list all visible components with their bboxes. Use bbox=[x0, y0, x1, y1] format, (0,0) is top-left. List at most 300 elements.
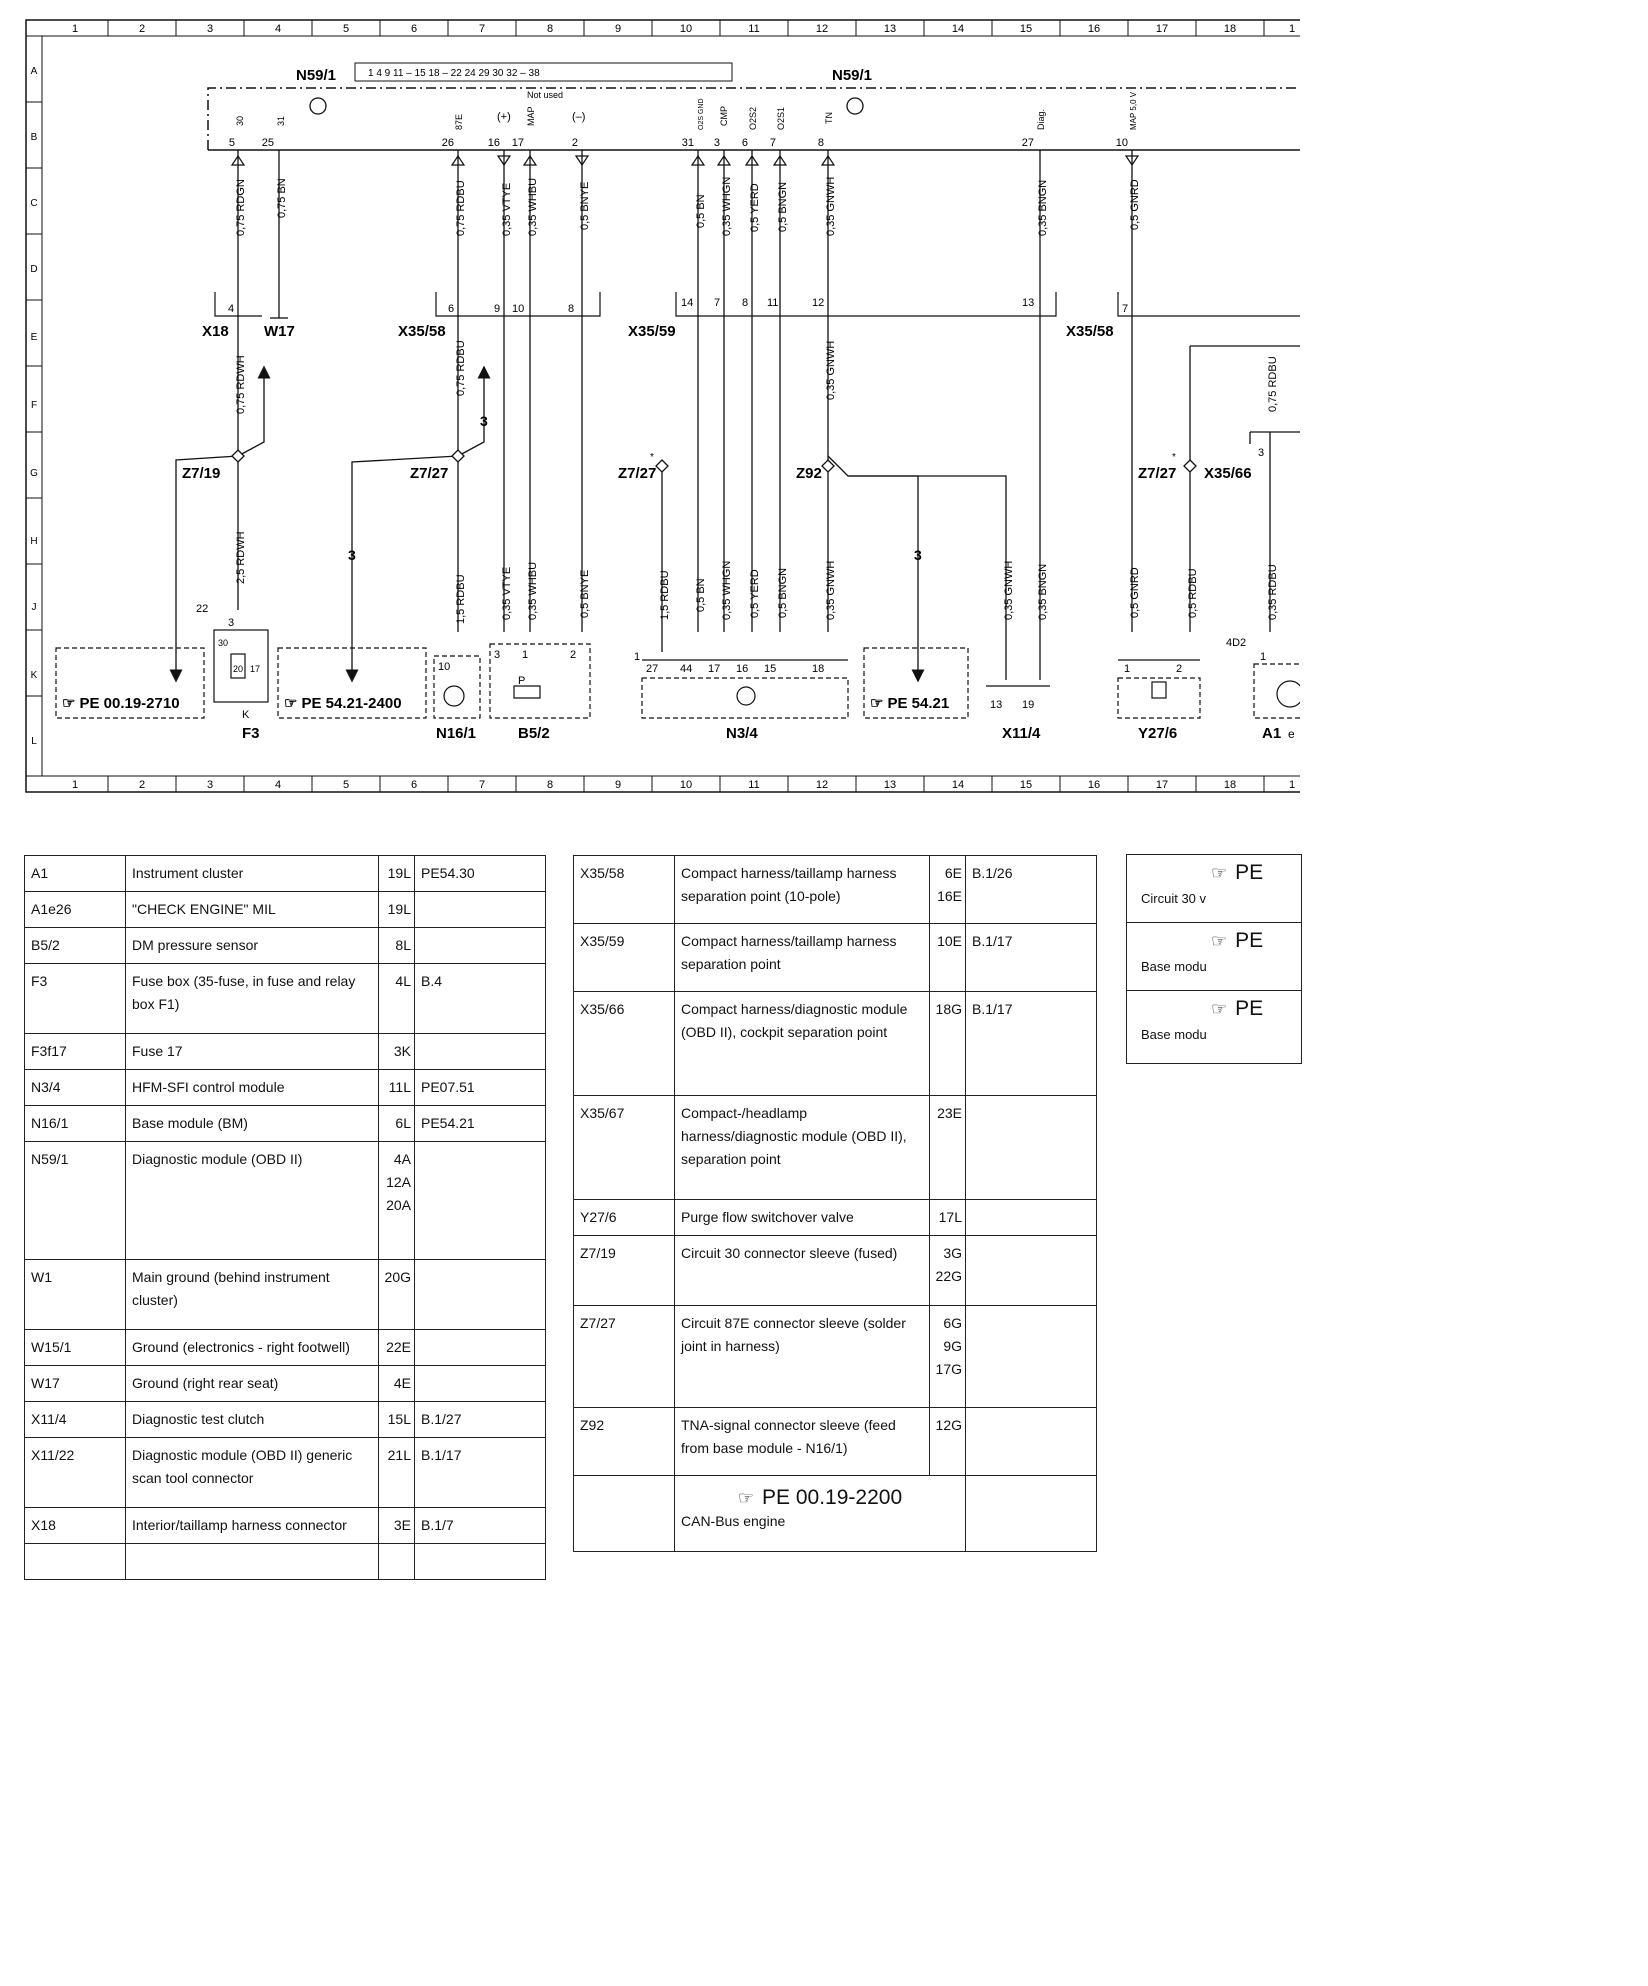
row-label: D bbox=[30, 264, 38, 275]
wire-label: 0,75 RDGN bbox=[235, 179, 247, 236]
wire-label: 0,75 RDBU bbox=[455, 180, 467, 236]
text-label: 22E bbox=[378, 1330, 414, 1366]
row-label: B bbox=[30, 132, 38, 143]
table-row bbox=[574, 924, 1097, 992]
col-label: 15 bbox=[1019, 779, 1033, 791]
pin-number: 30 bbox=[218, 638, 229, 648]
pe-refs bbox=[62, 695, 949, 712]
component-boxes bbox=[56, 644, 1300, 718]
pin-number: 9 bbox=[494, 303, 501, 315]
pin-number: 1 bbox=[634, 651, 641, 663]
connector-label: F3 bbox=[242, 725, 260, 742]
text-label: B.1/17 bbox=[966, 992, 1097, 1096]
connector-label: Z7/27 bbox=[410, 465, 449, 482]
table-row bbox=[25, 1402, 546, 1438]
text-label bbox=[415, 1330, 546, 1366]
wire-label: 0,35 VTYE bbox=[501, 566, 513, 620]
cross-ref-numbers bbox=[348, 413, 922, 563]
table-row bbox=[25, 1106, 546, 1142]
text-label: 18G bbox=[929, 992, 965, 1096]
text-label: Y27/6 bbox=[574, 1200, 675, 1236]
col-label: 7 bbox=[478, 23, 486, 35]
text-label: 3E bbox=[378, 1508, 414, 1544]
col-label: 5 bbox=[342, 779, 350, 791]
text-label: Z92 bbox=[574, 1408, 675, 1476]
pin-number: 17 bbox=[708, 663, 721, 675]
col-label: 14 bbox=[951, 779, 965, 791]
hand-icon: ☞ bbox=[737, 1488, 755, 1508]
text-label bbox=[966, 1306, 1097, 1408]
text-label: X35/59 bbox=[574, 924, 675, 992]
wire-label: 0,5 BNYE bbox=[579, 569, 591, 618]
a1-suffix: e bbox=[1288, 727, 1295, 741]
text-label bbox=[415, 1142, 546, 1260]
text-label: Diagnostic module (OBD II) generic scan tool connector bbox=[126, 1438, 379, 1508]
text-label: PE bbox=[1235, 997, 1264, 1020]
connector-label: Z7/19 bbox=[182, 465, 221, 482]
row-label: E bbox=[30, 332, 38, 343]
text-label: W15/1 bbox=[25, 1330, 126, 1366]
col-label: 3 bbox=[206, 779, 214, 791]
col-label: 15 bbox=[1019, 23, 1033, 35]
pe-ref-3 bbox=[870, 695, 949, 712]
table-row bbox=[25, 1330, 546, 1366]
pin-number: 19 bbox=[1022, 699, 1035, 711]
text-label: 8L bbox=[378, 928, 414, 964]
connector-label: X35/66 bbox=[1204, 465, 1252, 482]
wire-label: 0,75 RDWH bbox=[235, 355, 247, 414]
table-row bbox=[25, 928, 546, 964]
pin-number: 7 bbox=[1122, 303, 1129, 315]
col-label: 11 bbox=[748, 779, 760, 791]
pin-number: 31 bbox=[681, 137, 694, 149]
pin-number: 7 bbox=[714, 297, 721, 309]
pe-footer-title: PE 00.19-2200 bbox=[762, 1486, 903, 1509]
pin-number: 4 bbox=[228, 303, 235, 315]
wire-label: 0,35 WHGN bbox=[721, 560, 733, 620]
table-row bbox=[574, 1236, 1097, 1306]
text-label bbox=[966, 1096, 1097, 1200]
pin-number: 7 bbox=[769, 137, 776, 149]
star-mark: * bbox=[1172, 452, 1176, 463]
text-label bbox=[415, 1260, 546, 1330]
star-mark: * bbox=[650, 452, 654, 463]
harness-connectors bbox=[215, 292, 1300, 316]
pin-function: (–) bbox=[572, 111, 586, 123]
text-label: Instrument cluster bbox=[126, 856, 379, 892]
text-label: 4E bbox=[378, 1366, 414, 1402]
hand-icon: ☞ bbox=[870, 695, 884, 712]
text-label bbox=[126, 1544, 379, 1580]
text-label: Circuit 30 connector sleeve (fused) bbox=[675, 1236, 930, 1306]
connector-label: X35/58 bbox=[1066, 323, 1114, 340]
text-label: Circuit 87E connector sleeve (solder joint in harness) bbox=[675, 1306, 930, 1408]
pe-ref-2 bbox=[284, 695, 402, 712]
text-label: Interior/taillamp harness connector bbox=[126, 1508, 379, 1544]
row-label: L bbox=[31, 736, 37, 747]
row-label: F bbox=[30, 400, 38, 411]
text-label: PE 54.21-2400 bbox=[301, 695, 402, 712]
col-label: 9 bbox=[614, 23, 622, 35]
text-label bbox=[966, 1408, 1097, 1476]
text-label: PE 54.21 bbox=[887, 695, 950, 712]
connector-label: Z7/27 bbox=[618, 465, 657, 482]
pin-function: 30 bbox=[235, 115, 245, 126]
text-label bbox=[415, 1544, 546, 1580]
wire-label: 0,5 BNGN bbox=[777, 181, 789, 232]
row-label: C bbox=[30, 198, 38, 209]
text-label: N3/4 bbox=[25, 1070, 126, 1106]
wire-label: 0,75 RDBU bbox=[455, 340, 467, 396]
text-label: B5/2 bbox=[25, 928, 126, 964]
pin-number: 20 bbox=[233, 664, 244, 674]
text-label: 3K bbox=[378, 1034, 414, 1070]
pe-ref-1 bbox=[62, 695, 180, 712]
table-row bbox=[574, 1476, 1097, 1552]
text-label: F3 bbox=[25, 964, 126, 1034]
pin-number: 25 bbox=[261, 137, 274, 149]
wire-label: 0,35 WHBU bbox=[527, 561, 539, 620]
table-row bbox=[25, 856, 546, 892]
pin-number: 1 bbox=[1260, 651, 1267, 663]
text-label: W17 bbox=[25, 1366, 126, 1402]
text-label: PE54.30 bbox=[415, 856, 546, 892]
col-label: 11 bbox=[748, 23, 760, 35]
wire-label: 2,5 RDWH bbox=[235, 531, 247, 584]
pe-legend-box bbox=[1126, 854, 1302, 1064]
ref-number: 3 bbox=[480, 413, 488, 429]
text-label: B.1/26 bbox=[966, 856, 1097, 924]
text-label: 19L bbox=[378, 892, 414, 928]
wire-label: 0,35 WHGN bbox=[721, 176, 733, 236]
col-label: 1 bbox=[1288, 23, 1296, 35]
col-label: 4 bbox=[274, 23, 282, 35]
text-label: 23E bbox=[929, 1096, 965, 1200]
connector-label: X35/58 bbox=[398, 323, 446, 340]
col-label: 18 bbox=[1223, 779, 1237, 791]
col-label: 18 bbox=[1223, 23, 1237, 35]
col-label: 9 bbox=[614, 779, 622, 791]
wire-label: 0,35 WHBU bbox=[527, 177, 539, 236]
hand-icon: ☞ bbox=[1211, 999, 1228, 1019]
text-label: 15L bbox=[378, 1402, 414, 1438]
table-row bbox=[574, 1306, 1097, 1408]
pin-number: 26 bbox=[441, 137, 454, 149]
row-label: K bbox=[30, 670, 38, 681]
wire-label: 0,5 GNRD bbox=[1129, 567, 1141, 618]
pin-number: 8 bbox=[742, 297, 749, 309]
pin-number: 5 bbox=[228, 137, 235, 149]
pin-function: O2S GND bbox=[698, 98, 705, 130]
pe-legend-item bbox=[1127, 991, 1301, 1059]
pin-number: 2 bbox=[571, 137, 578, 149]
text-label bbox=[966, 1200, 1097, 1236]
col-label: 13 bbox=[883, 779, 897, 791]
text-label: PE bbox=[1235, 861, 1264, 884]
text-label: 10E bbox=[929, 924, 965, 992]
connector-label: Z7/27 bbox=[1138, 465, 1177, 482]
pin-number: 6 bbox=[448, 303, 455, 315]
text-label: Main ground (behind instrument cluster) bbox=[126, 1260, 379, 1330]
pin-function: TN bbox=[824, 112, 834, 124]
text-label bbox=[415, 1366, 546, 1402]
text-label: X35/67 bbox=[574, 1096, 675, 1200]
text-label: B.1/17 bbox=[415, 1438, 546, 1508]
wire-label: 0,35 GNWH bbox=[825, 560, 837, 620]
connector-labels bbox=[182, 323, 1281, 742]
col-label: 12 bbox=[815, 779, 829, 791]
text-label: Base module (BM) bbox=[126, 1106, 379, 1142]
col-label: 1 bbox=[1288, 779, 1296, 791]
text-label: Ground (electronics - right footwell) bbox=[126, 1330, 379, 1366]
text-label: 17L bbox=[929, 1200, 965, 1236]
wire-label: 0,5 BN bbox=[695, 194, 707, 228]
pin-number: 10 bbox=[438, 661, 451, 673]
text-label: X18 bbox=[25, 1508, 126, 1544]
text-label: Base modu bbox=[1141, 1027, 1207, 1042]
row-label: G bbox=[30, 468, 38, 479]
splice-z7-27 bbox=[452, 450, 464, 462]
wire-label: 0,75 RDBU bbox=[1267, 356, 1279, 412]
pin-function: MAP 5,0 V bbox=[1129, 91, 1138, 130]
connector-label: Y27/6 bbox=[1138, 725, 1178, 742]
pin-function: 87E bbox=[454, 113, 464, 130]
wire-label: 0,35 BNGN bbox=[1037, 563, 1049, 620]
text-label: PE54.21 bbox=[415, 1106, 546, 1142]
n59-label-left: N59/1 bbox=[296, 67, 337, 84]
pin-number: 3 bbox=[713, 137, 720, 149]
text-label: 6L bbox=[378, 1106, 414, 1142]
pin-number: 13 bbox=[990, 699, 1003, 711]
col-label: 2 bbox=[138, 779, 146, 791]
text-label bbox=[415, 1034, 546, 1070]
col-label: 14 bbox=[951, 23, 965, 35]
table-row bbox=[25, 1438, 546, 1508]
col-label: 8 bbox=[546, 779, 554, 791]
col-label: 6 bbox=[410, 779, 418, 791]
wire-label: 0,5 RDBU bbox=[1187, 568, 1199, 618]
connector-label: X11/4 bbox=[1002, 725, 1041, 742]
wire-label: 0,5 GNRD bbox=[1129, 179, 1141, 230]
table-row bbox=[25, 1034, 546, 1070]
col-label: 10 bbox=[679, 779, 693, 791]
text-label: Fuse box (35-fuse, in fuse and relay box F1) bbox=[126, 964, 379, 1034]
col-label: 5 bbox=[342, 23, 350, 35]
ref-number: 3 bbox=[348, 547, 356, 563]
text-label bbox=[25, 1544, 126, 1580]
col-label: 4 bbox=[274, 779, 282, 791]
text-label: 20G bbox=[378, 1260, 414, 1330]
col-label: 2 bbox=[138, 23, 146, 35]
text-label: 21L bbox=[378, 1438, 414, 1508]
pin-function: (+) bbox=[497, 111, 511, 123]
text-label: 19L bbox=[378, 856, 414, 892]
pe-legend-item bbox=[1127, 923, 1301, 991]
splice-z7-27b bbox=[656, 460, 668, 472]
wire-labels bbox=[235, 177, 1279, 624]
pin-number: 17 bbox=[250, 664, 261, 674]
pin-arrows bbox=[232, 156, 1138, 165]
ref-number: 3 bbox=[914, 547, 922, 563]
text-label: PE07.51 bbox=[415, 1070, 546, 1106]
col-label: 8 bbox=[546, 23, 554, 35]
connector-label: X35/59 bbox=[628, 323, 676, 340]
table-row bbox=[25, 892, 546, 928]
pin-number: 22 bbox=[196, 603, 209, 615]
text-label: PE bbox=[1235, 929, 1264, 952]
col-label: 17 bbox=[1155, 779, 1169, 791]
wiring-diagram bbox=[0, 0, 1300, 800]
text-label bbox=[378, 1544, 414, 1580]
legend-table-right bbox=[573, 855, 1097, 1552]
wire-label: 0,5 BNYE bbox=[579, 181, 591, 230]
text-label bbox=[415, 928, 546, 964]
table-row bbox=[25, 1142, 546, 1260]
pe-footer-sub: CAN-Bus engine bbox=[681, 1513, 786, 1529]
connector-pin-numbers bbox=[228, 297, 1264, 459]
connector-label: X18 bbox=[202, 323, 229, 340]
text-label: B.4 bbox=[415, 964, 546, 1034]
text-label: W1 bbox=[25, 1260, 126, 1330]
col-label: 17 bbox=[1155, 23, 1169, 35]
pin-number: 27 bbox=[646, 663, 659, 675]
text-label: Diagnostic test clutch bbox=[126, 1402, 379, 1438]
col-label: 3 bbox=[206, 23, 214, 35]
n34-box bbox=[642, 678, 848, 718]
text-label: PE 00.19-2710 bbox=[79, 695, 180, 712]
n59-pin-functions bbox=[235, 91, 1138, 130]
text-label: Compact-/headlamp harness/diagnostic module (OBD II), separation point bbox=[675, 1096, 930, 1200]
col-label: 6 bbox=[410, 23, 418, 35]
pin-number: K bbox=[242, 709, 250, 721]
wire-label: 0,5 YERD bbox=[749, 183, 761, 232]
text-label: F3f17 bbox=[25, 1034, 126, 1070]
column-labels-bottom bbox=[72, 779, 1295, 791]
wire-label: 0,5 BNGN bbox=[777, 567, 789, 618]
pe-legend-item bbox=[1127, 855, 1301, 923]
connector-label: N3/4 bbox=[726, 725, 758, 742]
splice-z7-27c bbox=[1184, 460, 1196, 472]
text-label: "CHECK ENGINE" MIL bbox=[126, 892, 379, 928]
wire-label: 0,35 GNWH bbox=[825, 176, 837, 236]
text-label: Ground (right rear seat) bbox=[126, 1366, 379, 1402]
pin-number: 11 bbox=[767, 297, 779, 309]
text-label: Z7/27 bbox=[574, 1306, 675, 1408]
pin-function: CMP bbox=[719, 106, 729, 126]
pin-number: 2 bbox=[570, 649, 577, 661]
table-row bbox=[25, 1070, 546, 1106]
pin-function: O2S2 bbox=[748, 106, 758, 130]
col-label: 7 bbox=[478, 779, 486, 791]
pin-number: 16 bbox=[487, 137, 500, 149]
pin-number: 2 bbox=[1176, 663, 1183, 675]
table-row bbox=[574, 1096, 1097, 1200]
wire-label: 0,5 YERD bbox=[749, 569, 761, 618]
text-label: 12G bbox=[929, 1408, 965, 1476]
text-label: Base modu bbox=[1141, 959, 1207, 974]
row-label: J bbox=[31, 602, 37, 613]
pin-function: MAP bbox=[526, 106, 536, 126]
pin-number: 6 bbox=[741, 137, 748, 149]
table-row bbox=[25, 1544, 546, 1580]
text-label: 3G 22G bbox=[929, 1236, 965, 1306]
text-label: 4A 12A 20A bbox=[378, 1142, 414, 1260]
text-label: X35/66 bbox=[574, 992, 675, 1096]
hand-icon: ☞ bbox=[1211, 863, 1228, 883]
table-row bbox=[25, 1366, 546, 1402]
table-row bbox=[574, 992, 1097, 1096]
pin-number: 8 bbox=[568, 303, 575, 315]
text-label: DM pressure sensor bbox=[126, 928, 379, 964]
text-label: A1 bbox=[25, 856, 126, 892]
pin-number: 44 bbox=[680, 663, 693, 675]
pin-number: 1 bbox=[522, 649, 529, 661]
column-ticks bbox=[26, 20, 1267, 792]
col-label: 13 bbox=[883, 23, 897, 35]
text-label: 6E 16E bbox=[929, 856, 965, 924]
text-label: 11L bbox=[378, 1070, 414, 1106]
pin-number: 27 bbox=[1021, 137, 1034, 149]
connector-label: W17 bbox=[264, 323, 295, 340]
text-label: B.1/17 bbox=[966, 924, 1097, 992]
text-label: 6G 9G 17G bbox=[929, 1306, 965, 1408]
pin-number: 3 bbox=[494, 649, 501, 661]
diagram-frame bbox=[26, 20, 1300, 792]
pin-number: 8 bbox=[817, 137, 824, 149]
pin-number: 17 bbox=[511, 137, 524, 149]
legend-table-left bbox=[24, 855, 546, 1580]
pin-number: 4D2 bbox=[1226, 637, 1247, 649]
hand-icon: ☞ bbox=[62, 695, 76, 712]
n59-not-used: Not used bbox=[526, 90, 564, 100]
hand-icon: ☞ bbox=[284, 695, 298, 712]
wire-label: 1,5 RDBU bbox=[659, 570, 671, 620]
text-label bbox=[966, 1236, 1097, 1306]
text-label: B.1/27 bbox=[415, 1402, 546, 1438]
splice-z7-19 bbox=[232, 450, 244, 462]
text-label: Z7/19 bbox=[574, 1236, 675, 1306]
pin-function: O2S1 bbox=[776, 106, 786, 130]
col-label: 1 bbox=[71, 779, 79, 791]
n59-pins bbox=[229, 137, 1128, 149]
pin-number: 10 bbox=[512, 303, 525, 315]
text-label: Compact harness/diagnostic module (OBD II), cockpit separation point bbox=[675, 992, 930, 1096]
pin-number: 16 bbox=[736, 663, 749, 675]
sensor-p-label: P bbox=[518, 675, 526, 687]
text-label: HFM-SFI control module bbox=[126, 1070, 379, 1106]
wire-label: 0,35 BNGN bbox=[1037, 179, 1049, 236]
wire-label: 0,35 GNWH bbox=[1003, 560, 1015, 620]
text-label: Fuse 17 bbox=[126, 1034, 379, 1070]
col-label: 12 bbox=[815, 23, 829, 35]
pin-number: 3 bbox=[228, 617, 235, 629]
col-label: 1 bbox=[71, 23, 79, 35]
pin-number: 10 bbox=[1115, 137, 1128, 149]
pin-number: 15 bbox=[764, 663, 777, 675]
table-row bbox=[574, 1200, 1097, 1236]
text-label: B.1/7 bbox=[415, 1508, 546, 1544]
text-label: Purge flow switchover valve bbox=[675, 1200, 930, 1236]
splice-z92 bbox=[822, 460, 834, 472]
text-label: Compact harness/taillamp harness separation point (10-pole) bbox=[675, 856, 930, 924]
col-label: 10 bbox=[679, 23, 693, 35]
wire-label: 1,5 RDBU bbox=[455, 574, 467, 624]
table-row bbox=[25, 964, 546, 1034]
col-label: 16 bbox=[1087, 23, 1101, 35]
table-row bbox=[574, 1408, 1097, 1476]
text-label: Compact harness/taillamp harness separation point bbox=[675, 924, 930, 992]
row-label: A bbox=[30, 66, 38, 77]
